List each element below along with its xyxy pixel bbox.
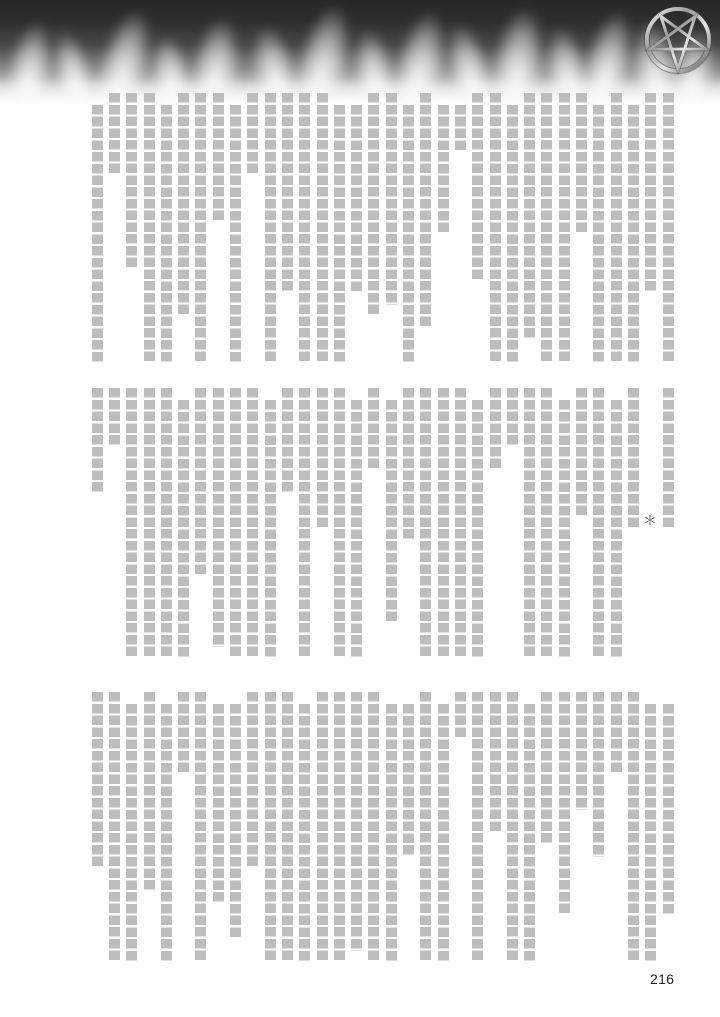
text-column <box>92 388 103 494</box>
text-column <box>317 692 328 962</box>
text-column <box>109 388 120 447</box>
text-tier-2 <box>0 388 720 658</box>
text-column <box>282 93 293 293</box>
text-column <box>420 388 431 658</box>
text-column <box>628 105 639 364</box>
text-column <box>507 692 518 962</box>
text-column <box>628 388 639 529</box>
text-column <box>92 692 103 868</box>
text-column <box>299 93 310 363</box>
page-number: 216 <box>650 971 675 987</box>
text-column <box>593 105 604 364</box>
text-column <box>109 93 120 175</box>
text-column <box>524 388 535 658</box>
text-column <box>144 93 155 363</box>
text-column <box>368 93 379 316</box>
text-tier-3 <box>0 692 720 962</box>
text-column <box>438 388 449 658</box>
text-column <box>541 692 552 845</box>
section-break-asterisk: ＊ <box>643 514 657 529</box>
text-column <box>230 388 241 658</box>
text-column <box>144 692 155 892</box>
text-column <box>455 388 466 658</box>
text-column <box>178 93 189 316</box>
text-column <box>645 93 656 293</box>
text-column <box>213 93 224 222</box>
text-column <box>386 704 397 963</box>
text-column <box>161 105 172 364</box>
text-column <box>455 692 466 739</box>
text-column <box>490 388 501 470</box>
text-column <box>161 704 172 963</box>
text-column <box>663 388 674 529</box>
text-column <box>195 388 206 576</box>
text-column <box>403 388 414 541</box>
text-column <box>282 388 293 494</box>
text-column <box>247 692 258 868</box>
text-column <box>109 692 120 962</box>
text-column <box>351 692 362 951</box>
text-column <box>230 704 241 939</box>
text-column <box>265 400 276 659</box>
text-column <box>247 93 258 175</box>
text-column <box>438 105 449 234</box>
text-column <box>559 692 570 915</box>
text-column <box>92 105 103 364</box>
text-column <box>490 692 501 833</box>
text-column <box>213 388 224 647</box>
text-column <box>368 388 379 470</box>
text-column <box>472 692 483 962</box>
text-column <box>490 93 501 363</box>
text-column <box>195 692 206 962</box>
text-column <box>299 388 310 658</box>
text-column <box>524 704 535 963</box>
text-column <box>663 93 674 363</box>
text-column <box>628 692 639 962</box>
text-tier-1 <box>0 93 720 363</box>
text-column <box>576 93 587 234</box>
text-column <box>265 692 276 962</box>
text-column <box>161 388 172 658</box>
text-column <box>576 388 587 517</box>
text-column <box>126 704 137 963</box>
text-column <box>317 388 328 529</box>
text-column <box>178 692 189 774</box>
text-column <box>507 388 518 447</box>
text-column <box>403 105 414 364</box>
text-column <box>351 400 362 659</box>
text-column <box>559 93 570 363</box>
text-column <box>611 400 622 659</box>
text-column <box>334 105 345 364</box>
text-column <box>593 388 604 658</box>
text-column <box>178 400 189 659</box>
text-column <box>368 692 379 962</box>
text-column <box>455 105 466 152</box>
text-column <box>645 704 656 963</box>
text-column <box>126 93 137 269</box>
text-column <box>265 93 276 363</box>
text-column <box>420 692 431 962</box>
text-column <box>611 93 622 363</box>
inverted-pentagram-icon <box>643 5 713 75</box>
text-column <box>507 105 518 364</box>
text-column <box>541 93 552 363</box>
text-column <box>576 692 587 810</box>
text-column <box>230 105 241 364</box>
text-column <box>351 105 362 293</box>
text-column <box>524 93 535 340</box>
text-column <box>403 704 414 857</box>
text-column <box>386 400 397 623</box>
text-column <box>611 692 622 774</box>
text-column <box>195 93 206 363</box>
text-column <box>472 400 483 659</box>
text-column <box>593 692 604 857</box>
text-column <box>334 388 345 658</box>
text-column <box>663 704 674 916</box>
text-column <box>420 93 431 328</box>
text-column <box>559 400 570 659</box>
text-column <box>334 692 345 962</box>
text-column <box>282 692 293 962</box>
text-column <box>144 388 155 658</box>
text-column <box>299 704 310 963</box>
text-column <box>126 388 137 658</box>
text-column <box>438 704 449 963</box>
text-column <box>317 93 328 363</box>
text-column <box>386 93 397 305</box>
text-column <box>213 704 224 904</box>
text-column <box>472 93 483 281</box>
text-column <box>541 388 552 658</box>
text-column <box>247 388 258 658</box>
